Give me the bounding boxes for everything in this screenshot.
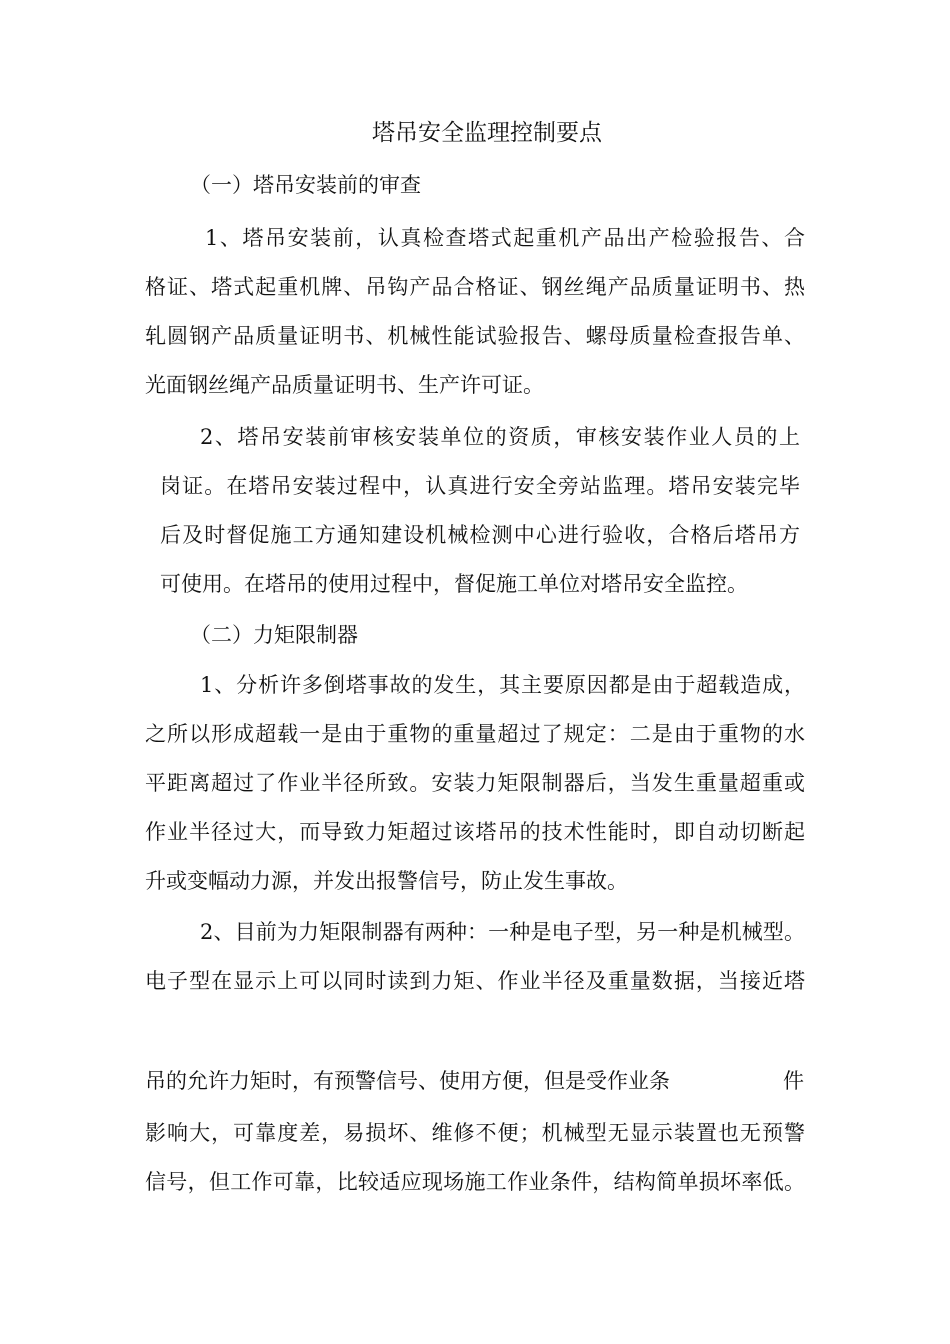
paragraph-line: 信号，但工作可靠，比较适应现场施工作业条件，结构简单损坏率低。 — [145, 1170, 805, 1194]
paragraph-line: 轧圆钢产品质量证明书、机械性能试验报告、螺母质量检查报告单、 — [145, 324, 805, 348]
paragraph-line-tail: 件 — [783, 1069, 804, 1093]
paragraph-line: 2、目前为力矩限制器有两种：一种是电子型，另一种是机械型。 — [200, 920, 805, 944]
paragraph-line: 1、分析许多倒塔事故的发生，其主要原因都是由于超载造成， — [200, 673, 805, 697]
paragraph-line: 升或变幅动力源，并发出报警信号，防止发生事故。 — [145, 869, 628, 893]
paragraph-line: 之所以形成超载一是由于重物的重量超过了规定：二是由于重物的水 — [145, 722, 805, 746]
paragraph-line: 格证、塔式起重机牌、吊钩产品合格证、钢丝绳产品质量证明书、热 — [145, 275, 805, 299]
paragraph-line: 2、塔吊安装前审核安装单位的资质，审核安装作业人员的上 — [200, 425, 800, 449]
document-title: 塔吊安全监理控制要点 — [372, 120, 602, 146]
section-heading-1: （一）塔吊安装前的审查 — [190, 173, 421, 197]
paragraph-line: 可使用。在塔吊的使用过程中，督促施工单位对塔吊安全监控。 — [160, 572, 748, 596]
section-heading-2: （二）力矩限制器 — [190, 623, 358, 647]
paragraph-line: 平距离超过了作业半径所致。安装力矩限制器后，当发生重量超重或 — [145, 771, 805, 795]
paragraph-line: 后及时督促施工方通知建设机械检测中心进行验收，合格后塔吊方 — [160, 523, 800, 547]
paragraph-line: 光面钢丝绳产品质量证明书、生产许可证。 — [145, 373, 544, 397]
paragraph-line: 作业半径过大，而导致力矩超过该塔吊的技术性能时，即自动切断起 — [145, 820, 805, 844]
paragraph-line: 电子型在显示上可以同时读到力矩、作业半径及重量数据，当接近塔 — [145, 969, 805, 993]
paragraph-line: 吊的允许力矩时，有预警信号、使用方便，但是受作业条 — [145, 1069, 670, 1093]
paragraph-line: 1、塔吊安装前，认真检查塔式起重机产品出产检验报告、合 — [205, 226, 805, 250]
paragraph-line: 岗证。在塔吊安装过程中，认真进行安全旁站监理。塔吊安装完毕 — [160, 474, 800, 498]
paragraph-line: 影响大，可靠度差，易损坏、维修不便；机械型无显示装置也无预警 — [145, 1121, 805, 1145]
